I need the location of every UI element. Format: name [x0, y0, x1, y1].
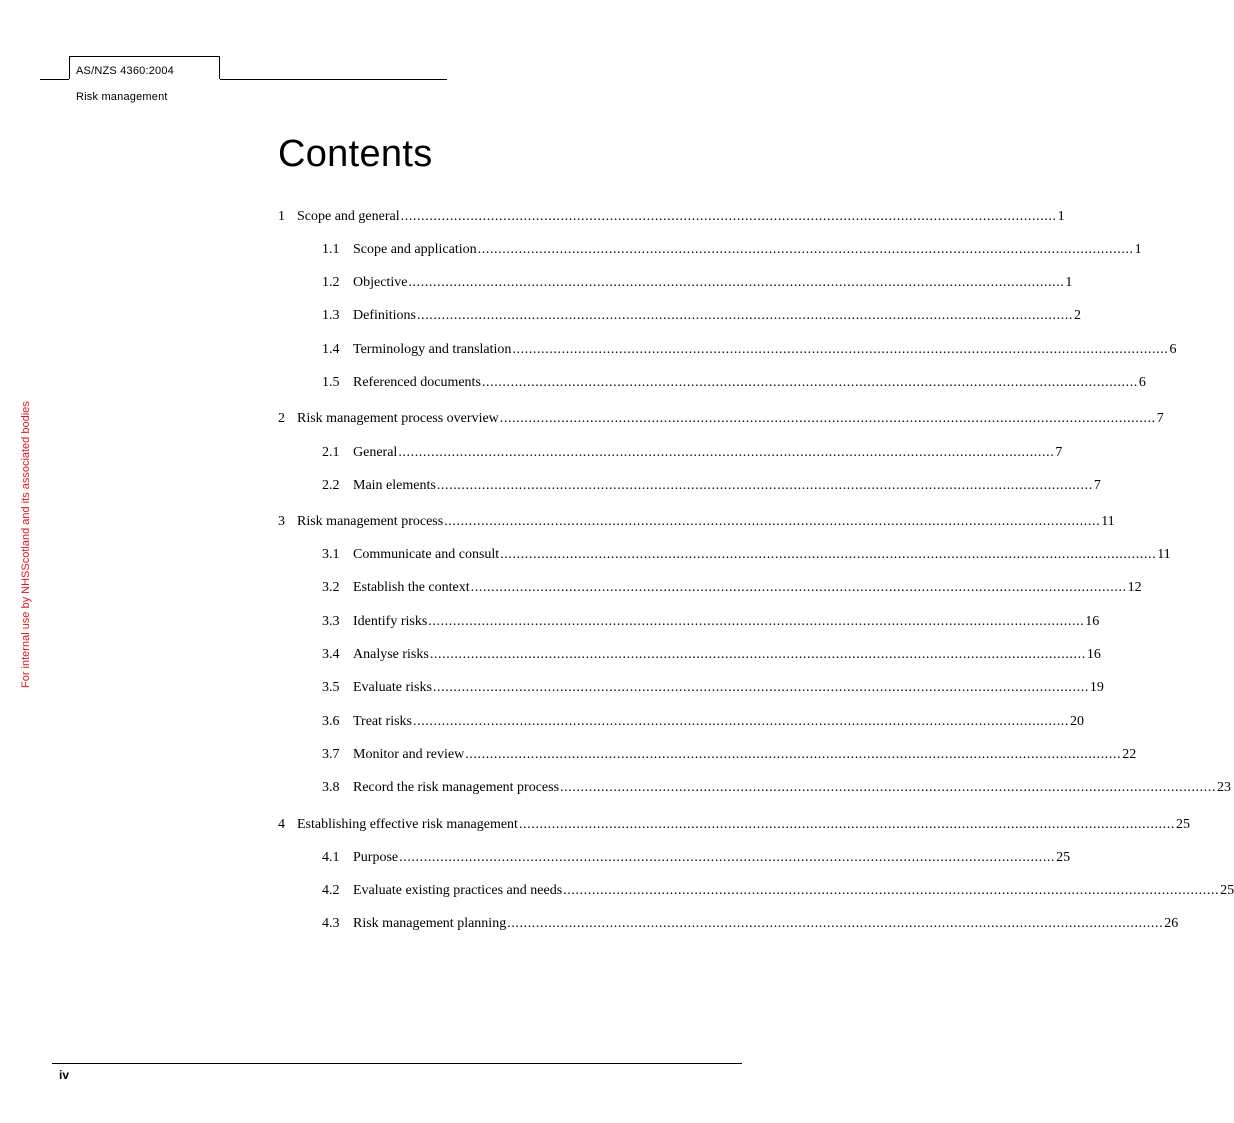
toc-entry[interactable]	[322, 679, 1104, 696]
toc-leader-dots: ................................................................................................................................................................	[512, 342, 1169, 357]
header-right-rule	[220, 79, 447, 80]
toc-entry[interactable]	[278, 410, 1164, 427]
toc-entry-label: Purpose	[353, 850, 399, 865]
toc-leader-dots: ................................................................................................................................................................	[507, 916, 1164, 931]
toc-entry-label: Analyse risks	[353, 647, 429, 662]
toc-leader-dots: ................................................................................................................................................................	[465, 747, 1122, 762]
toc-entry[interactable]	[322, 444, 1063, 461]
toc-entry-label: Risk management planning	[353, 916, 507, 931]
toc-entry-label: Risk management process	[297, 514, 444, 529]
toc-entry-page: 7	[1055, 445, 1063, 460]
toc-entry-page: 22	[1122, 747, 1137, 762]
toc-entry[interactable]	[322, 307, 1081, 324]
toc-leader-dots: ................................................................................................................................................................	[477, 242, 1134, 257]
toc-entry-page: 6	[1138, 375, 1146, 390]
toc-entry-label: Objective	[353, 275, 408, 290]
standard-code: AS/NZS 4360:2004	[76, 65, 174, 77]
toc-entry-page: 19	[1089, 680, 1104, 695]
page-title: Contents	[278, 133, 433, 175]
toc-entry[interactable]	[278, 513, 1115, 530]
toc-entry-label: Establishing effective risk management	[297, 817, 518, 832]
toc-leader-dots: ................................................................................................................................................................	[417, 308, 1073, 323]
toc-entry-page: 25	[1175, 817, 1190, 832]
toc-entry-page: 6	[1169, 342, 1177, 357]
toc-entry[interactable]	[322, 274, 1073, 291]
toc-entry[interactable]	[322, 341, 1177, 358]
toc-entry-page: 1	[1134, 242, 1142, 257]
toc-entry-label: Risk management process overview	[297, 411, 499, 426]
toc-entry-page: 1	[1057, 209, 1065, 224]
toc-entry[interactable]	[322, 849, 1071, 866]
toc-leader-dots: ................................................................................................................................................................	[518, 817, 1175, 832]
toc-leader-dots: ................................................................................................................................................................	[560, 780, 1217, 795]
toc-entry-label: Scope and application	[353, 242, 477, 257]
toc-entry-number: 1.1	[322, 242, 340, 257]
toc-entry-number: 4.1	[322, 850, 340, 865]
toc-entry-number: 4.3	[322, 916, 340, 931]
toc-leader-dots: ................................................................................................................................................................	[470, 580, 1127, 595]
toc-entry[interactable]	[322, 579, 1142, 596]
toc-leader-dots: ................................................................................................................................................................	[400, 209, 1057, 224]
toc-entry-number: 1.2	[322, 275, 340, 290]
toc-entry[interactable]	[278, 816, 1190, 833]
toc-entry-label: Main elements	[353, 478, 436, 493]
toc-entry-page: 7	[1156, 411, 1164, 426]
toc-entry-label: Monitor and review	[353, 747, 465, 762]
toc-entry[interactable]	[322, 915, 1179, 932]
toc-entry-page: 11	[1157, 547, 1171, 562]
toc-leader-dots: ................................................................................................................................................................	[500, 547, 1157, 562]
toc-entry-label: Record the risk management process	[353, 780, 560, 795]
toc-entry[interactable]	[322, 779, 1232, 796]
toc-leader-dots: ................................................................................................................................................................	[399, 850, 1056, 865]
toc-entry[interactable]	[322, 746, 1137, 763]
toc-leader-dots: ................................................................................................................................................................	[428, 614, 1085, 629]
toc-entry-number: 1	[278, 209, 285, 224]
toc-entry-number: 1.5	[322, 375, 340, 390]
toc-leader-dots: ................................................................................................................................................................	[429, 647, 1086, 662]
toc-entry-label: General	[353, 445, 398, 460]
footer-rule	[52, 1063, 742, 1064]
toc-entry-number: 2.1	[322, 445, 340, 460]
toc-entry-page: 16	[1085, 614, 1100, 629]
toc-entry-number: 3	[278, 514, 285, 529]
toc-entry-page: 7	[1093, 478, 1101, 493]
toc-entry-label: Referenced documents	[353, 375, 481, 390]
toc-entry-label: Communicate and consult	[353, 547, 500, 562]
toc-entry-page: 12	[1127, 580, 1142, 595]
toc-entry-page: 2	[1074, 308, 1081, 323]
toc-entry-number: 4.2	[322, 883, 340, 898]
toc-leader-dots: ................................................................................................................................................................	[499, 411, 1156, 426]
toc-entry[interactable]	[322, 546, 1171, 563]
toc-entry-label: Identify risks	[353, 614, 428, 629]
toc-leader-dots: ................................................................................................................................................................	[444, 514, 1101, 529]
toc-entry-page: 26	[1164, 916, 1179, 931]
toc-entry-number: 1.3	[322, 308, 340, 323]
toc-entry-number: 1.4	[322, 342, 340, 357]
toc-entry-number: 3.8	[322, 780, 340, 795]
toc-entry-number: 2.2	[322, 478, 340, 493]
toc-entry[interactable]	[322, 241, 1142, 258]
toc-leader-dots: ................................................................................................................................................................	[563, 883, 1220, 898]
toc-leader-dots: ................................................................................................................................................................	[432, 680, 1089, 695]
toc-entry-number: 2	[278, 411, 285, 426]
toc-entry[interactable]	[278, 208, 1065, 225]
toc-leader-dots: ................................................................................................................................................................	[413, 714, 1069, 729]
toc-entry-label: Treat risks	[353, 714, 412, 729]
toc-entry[interactable]	[322, 646, 1101, 663]
toc-entry-page: 25	[1220, 883, 1234, 898]
toc-entry-page: 16	[1086, 647, 1101, 662]
toc-entry-label: Evaluate existing practices and needs	[353, 883, 563, 898]
header-left-rule	[40, 79, 69, 80]
toc-entry-label: Establish the context	[353, 580, 470, 595]
toc-entry[interactable]	[322, 374, 1146, 391]
toc-entry[interactable]	[322, 713, 1084, 730]
toc-entry-number: 3.3	[322, 614, 340, 629]
toc-entry-label: Definitions	[353, 308, 416, 323]
toc-entry-number: 3.4	[322, 647, 340, 662]
toc-leader-dots: ................................................................................................................................................................	[481, 375, 1138, 390]
side-watermark-note: For internal use by NHSScotland and its associated bodies	[20, 401, 32, 688]
toc-entry-page: 23	[1217, 780, 1232, 795]
toc-leader-dots: ................................................................................................................................................................	[408, 275, 1065, 290]
toc-entry[interactable]	[322, 613, 1100, 630]
toc-entry-number: 3.2	[322, 580, 340, 595]
toc-entry-page: 11	[1101, 514, 1115, 529]
toc-entry-page: 25	[1056, 850, 1071, 865]
toc-entry-number: 4	[278, 817, 285, 832]
toc-leader-dots: ................................................................................................................................................................	[398, 445, 1055, 460]
toc-entry-label: Scope and general	[297, 209, 400, 224]
toc-entry-number: 3.1	[322, 547, 340, 562]
toc-entry-label: Evaluate risks	[353, 680, 432, 695]
document-subtitle: Risk management	[76, 91, 168, 103]
toc-leader-dots: ................................................................................................................................................................	[436, 478, 1093, 493]
toc-entry[interactable]	[322, 477, 1101, 494]
toc-entry-number: 3.5	[322, 680, 340, 695]
footer-page-number: iv	[59, 1068, 70, 1082]
toc-entry-label: Terminology and translation	[353, 342, 512, 357]
toc-entry-number: 3.6	[322, 714, 340, 729]
toc-entry-number: 3.7	[322, 747, 340, 762]
toc-entry[interactable]	[322, 882, 1234, 899]
toc-entry-page: 20	[1070, 714, 1084, 729]
toc-entry-page: 1	[1065, 275, 1073, 290]
